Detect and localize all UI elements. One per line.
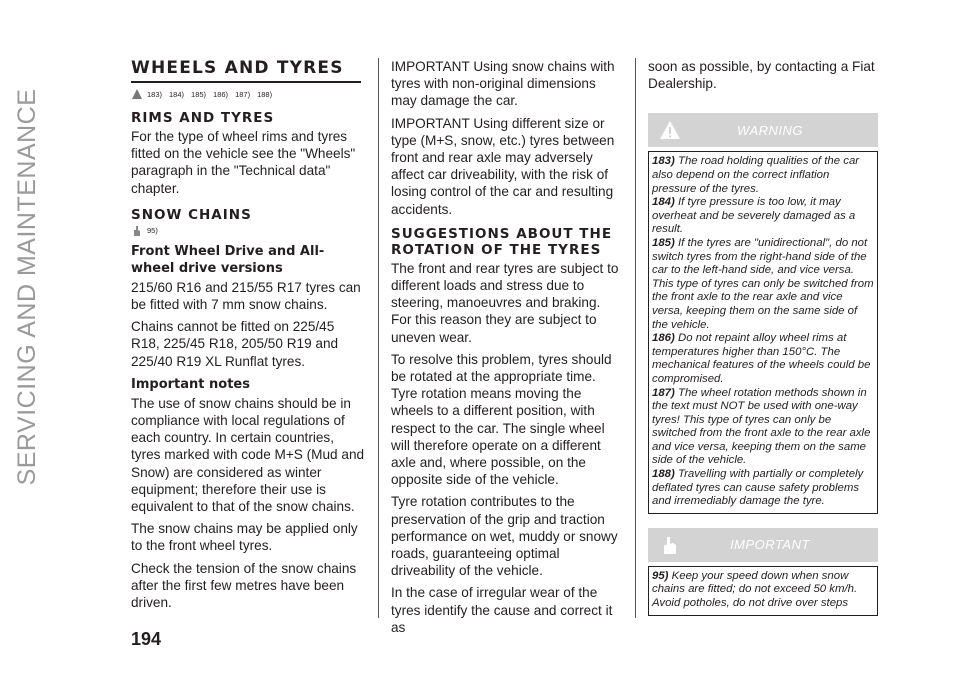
notes-text-2: The snow chains may be applied only to the front wheel tyres. <box>131 521 358 554</box>
warning-header <box>648 113 878 147</box>
rotation-heading: SUGGESTIONS ABOUT THE ROTATION OF THE TYRES <box>391 225 613 258</box>
dealership-text: soon as possible, by contacting a Fiat Dealership. <box>648 59 875 92</box>
snow-references <box>131 225 366 237</box>
notes-text-3: Check the tension of the snow chains after the first few metres have been driven. <box>131 560 357 611</box>
page-number: 194 <box>131 629 162 649</box>
warning-item: 186) Do not repaint alloy wheel rims at temperatures higher than 150°C. The mechanical features of the wheels could be compromised. <box>652 332 871 385</box>
ref-183: 183) <box>147 89 163 99</box>
rims-text: For the type of wheel rims and tyres fitted on the vehicle see the "Wheels" paragraph in the "Technical data" chapter. <box>131 129 356 196</box>
hand-icon <box>648 534 692 556</box>
warning-label: WARNING <box>736 122 804 138</box>
column-3 <box>648 58 878 616</box>
warning-triangle-icon <box>648 119 692 141</box>
ref-187: 187) <box>235 89 251 99</box>
warning-item: 184) If tyre pressure is too low, it may overheat and be severely damaged as a result. <box>652 196 856 236</box>
warning-hand-icon <box>131 88 143 100</box>
important-text-1: IMPORTANT Using snow chains with tyres with non-original dimensions may damage the car. <box>391 59 615 109</box>
warning-item: 183) The road holding qualities of the car also depend on the correct inflation pressure of the tyres. <box>652 155 860 195</box>
section-side-title: SERVICING AND MAINTENANCE <box>13 88 41 486</box>
rotation-text-1: The front and rear tyres are subject to different loads and stress due to steering, manoeuvres and braking. For this reason they are subject to uneven wear. <box>391 260 619 345</box>
front-drive-text-2: Chains cannot be fitted on 225/45 R18, 225/45 R18, 205/50 R19 and 225/40 R19 XL Runflat tyres. <box>131 319 339 369</box>
warning-item: 188) Travelling with partially or completely deflated tyres can cause safety problems and irremediably damage the tyre. <box>652 468 864 508</box>
front-drive-heading: Front Wheel Drive and All-wheel drive versions <box>131 243 325 276</box>
front-drive-text-1: 215/60 R16 and 215/55 R17 tyres can be fitted with 7 mm snow chains. <box>131 279 361 313</box>
title-references <box>131 88 366 100</box>
important-label: IMPORTANT <box>730 537 810 553</box>
warning-box <box>648 151 878 513</box>
column-divider <box>635 58 636 618</box>
ref-184: 184) <box>169 89 185 99</box>
warning-item: 185) If the tyres are "unidirectional", do not switch tyres from the right-hand side of the car to the left-hand side, and vice versa. This type of tyres can only be switched from the front axle to the rear axle and vice versa, keeping them on the same side of the vehicle. <box>652 236 874 331</box>
important-header <box>648 528 878 562</box>
notes-text-1: The use of snow chains should be in compliance with local regulations of each country. In certain countries, tyres marked with code M+S (Mud and Snow) are considered as winter equipment; therefore their use is equivalent to that of the snow chains. <box>131 395 365 515</box>
warning-item: 187) The wheel rotation methods shown in the text must NOT be used with one-way tyres! This type of tyres can only be switched from the front axle to the rear axle and vice versa, keeping them on the same side of the vehicle. <box>652 386 871 467</box>
important-hand-icon <box>131 225 143 237</box>
column-divider <box>378 58 379 618</box>
ref-186: 186) <box>213 89 229 99</box>
column-2 <box>391 58 621 641</box>
ref-185: 185) <box>191 89 207 99</box>
important-box <box>648 566 878 616</box>
notes-heading: Important notes <box>131 376 250 392</box>
page-title: WHEELS AND TYRES <box>131 58 361 83</box>
ref-188: 188) <box>257 89 273 99</box>
rotation-text-2: To resolve this problem, tyres should be rotated at the appropriate time. Tyre rotation means moving the wheels to a different position, with respect to the car. The single wheel will therefore operate on a different axle and, where possible, on the opposite side of the vehicle. <box>391 351 612 488</box>
important-item: 95) Keep your speed down when snow chains are fitted; do not exceed 50 km/h. Avoid potholes, do not drive over steps <box>652 569 858 610</box>
rotation-text-3: Tyre rotation contributes to the preservation of the grip and traction performance on wet, muddy or snowy roads, guaranteeing optimal driveability of the vehicle. <box>391 494 618 579</box>
rims-heading: RIMS AND TYRES <box>131 110 275 126</box>
rotation-text-4: In the case of irregular wear of the tyres identify the cause and correct it as <box>391 585 613 635</box>
ref-95: 95) <box>147 226 158 236</box>
snow-chains-heading: SNOW CHAINS <box>131 206 252 223</box>
important-text-2: IMPORTANT Using different size or type (M+S, snow, etc.) tyres between front and rear axle may adversely affect car driveability, with the risk of losing control of the car and resulting accidents. <box>391 115 615 217</box>
column-1 <box>131 58 366 616</box>
